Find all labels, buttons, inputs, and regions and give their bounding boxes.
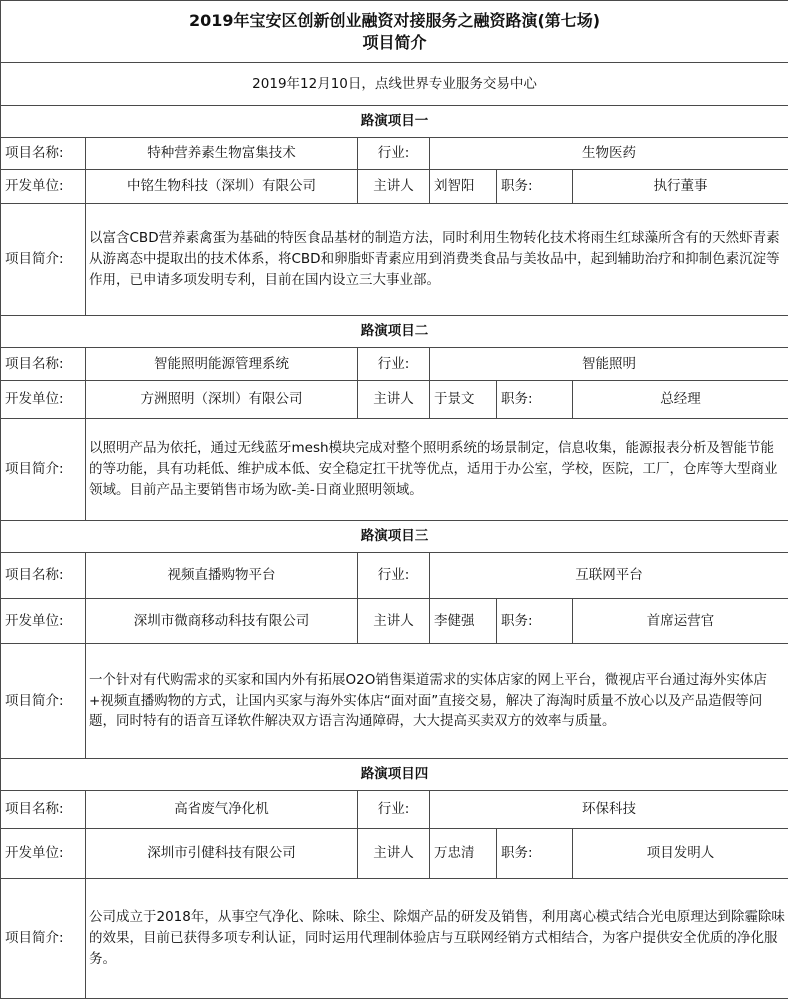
industry-label: 行业: <box>358 348 430 381</box>
title-line-2: 项目简介 <box>5 32 784 54</box>
position: 执行董事 <box>573 170 788 204</box>
project-name-label: 项目名称: <box>1 553 86 599</box>
presenter: 刘智阳 <box>430 170 497 204</box>
presenter-label: 主讲人 <box>358 170 430 204</box>
intro-label: 项目简介: <box>1 644 86 759</box>
project-name: 高省废气净化机 <box>86 791 358 829</box>
developer: 深圳市微商移动科技有限公司 <box>86 599 358 644</box>
industry: 互联网平台 <box>430 553 788 599</box>
project-name: 视频直播购物平台 <box>86 553 358 599</box>
developer-label: 开发单位: <box>1 829 86 879</box>
page-title <box>1 1 788 63</box>
project-intro: 一个针对有代购需求的买家和国内外有拓展O2O销售渠道需求的实体店家的网上平台，微视店平台通过海外实体店+视频直播购物的方式，让国内买家与海外实体店“面对面”直接交易，解决了海淘时质量不放心以及产品造假等问题，同时特有的语音互译软件解决双方语言沟通障碍，大大提高买卖双方的效率与质量。 <box>86 644 788 759</box>
developer: 方洲照明（深圳）有限公司 <box>86 381 358 419</box>
developer: 深圳市引健科技有限公司 <box>86 829 358 879</box>
intro-label: 项目简介: <box>1 204 86 316</box>
section-title: 路演项目三 <box>1 521 788 553</box>
developer: 中铭生物科技（深圳）有限公司 <box>86 170 358 204</box>
intro-label: 项目简介: <box>1 419 86 521</box>
title-line-1: 2019年宝安区创新创业融资对接服务之融资路演(第七场) <box>5 10 784 32</box>
position: 项目发明人 <box>573 829 788 879</box>
date-location: 2019年12月10日，点线世界专业服务交易中心 <box>1 63 788 106</box>
presenter: 于景文 <box>430 381 497 419</box>
project-name-label: 项目名称: <box>1 791 86 829</box>
intro-label: 项目简介: <box>1 879 86 999</box>
section-title: 路演项目四 <box>1 759 788 791</box>
developer-label: 开发单位: <box>1 170 86 204</box>
position: 总经理 <box>573 381 788 419</box>
project-intro: 公司成立于2018年，从事空气净化、除味、除尘、除烟产品的研发及销售，利用离心模式结合光电原理达到除霾除味的效果，目前已获得多项专利认证，同时运用代理制体验店与互联网经销方式相结合，为客户提供安全优质的净化服务。 <box>86 879 788 999</box>
position: 首席运营官 <box>573 599 788 644</box>
industry: 智能照明 <box>430 348 788 381</box>
developer-label: 开发单位: <box>1 381 86 419</box>
presenter: 万忠清 <box>430 829 497 879</box>
project-name-label: 项目名称: <box>1 138 86 170</box>
developer-label: 开发单位: <box>1 599 86 644</box>
presenter: 李健强 <box>430 599 497 644</box>
section-title: 路演项目二 <box>1 316 788 348</box>
presenter-label: 主讲人 <box>358 829 430 879</box>
position-label: 职务: <box>497 829 573 879</box>
industry-label: 行业: <box>358 553 430 599</box>
project-intro: 以富含CBD营养素禽蛋为基础的特医食品基材的制造方法，同时利用生物转化技术将雨生红球藻所含有的天然虾青素从游离态中提取出的技术体系，将CBD和卵脂虾青素应用到消费类食品与美妆品中，起到辅助治疗和抑制色素沉淀等作用，已申请多项发明专利，目前在国内设立三大事业部。 <box>86 204 788 316</box>
project-intro: 以照明产品为依托，通过无线蓝牙mesh模块完成对整个照明系统的场景制定，信息收集，能源报表分析及智能节能的等功能，具有功耗低、维护成本低、安全稳定扛干扰等优点，适用于办公室，学校，医院，工厂，仓库等大型商业领域。目前产品主要销售市场为欧-美-日商业照明领域。 <box>86 419 788 521</box>
project-name: 智能照明能源管理系统 <box>86 348 358 381</box>
industry: 环保科技 <box>430 791 788 829</box>
project-name-label: 项目名称: <box>1 348 86 381</box>
presenter-label: 主讲人 <box>358 381 430 419</box>
section-title: 路演项目一 <box>1 106 788 138</box>
position-label: 职务: <box>497 170 573 204</box>
position-label: 职务: <box>497 599 573 644</box>
presenter-label: 主讲人 <box>358 599 430 644</box>
industry: 生物医药 <box>430 138 788 170</box>
position-label: 职务: <box>497 381 573 419</box>
project-name: 特种营养素生物富集技术 <box>86 138 358 170</box>
industry-label: 行业: <box>358 791 430 829</box>
industry-label: 行业: <box>358 138 430 170</box>
